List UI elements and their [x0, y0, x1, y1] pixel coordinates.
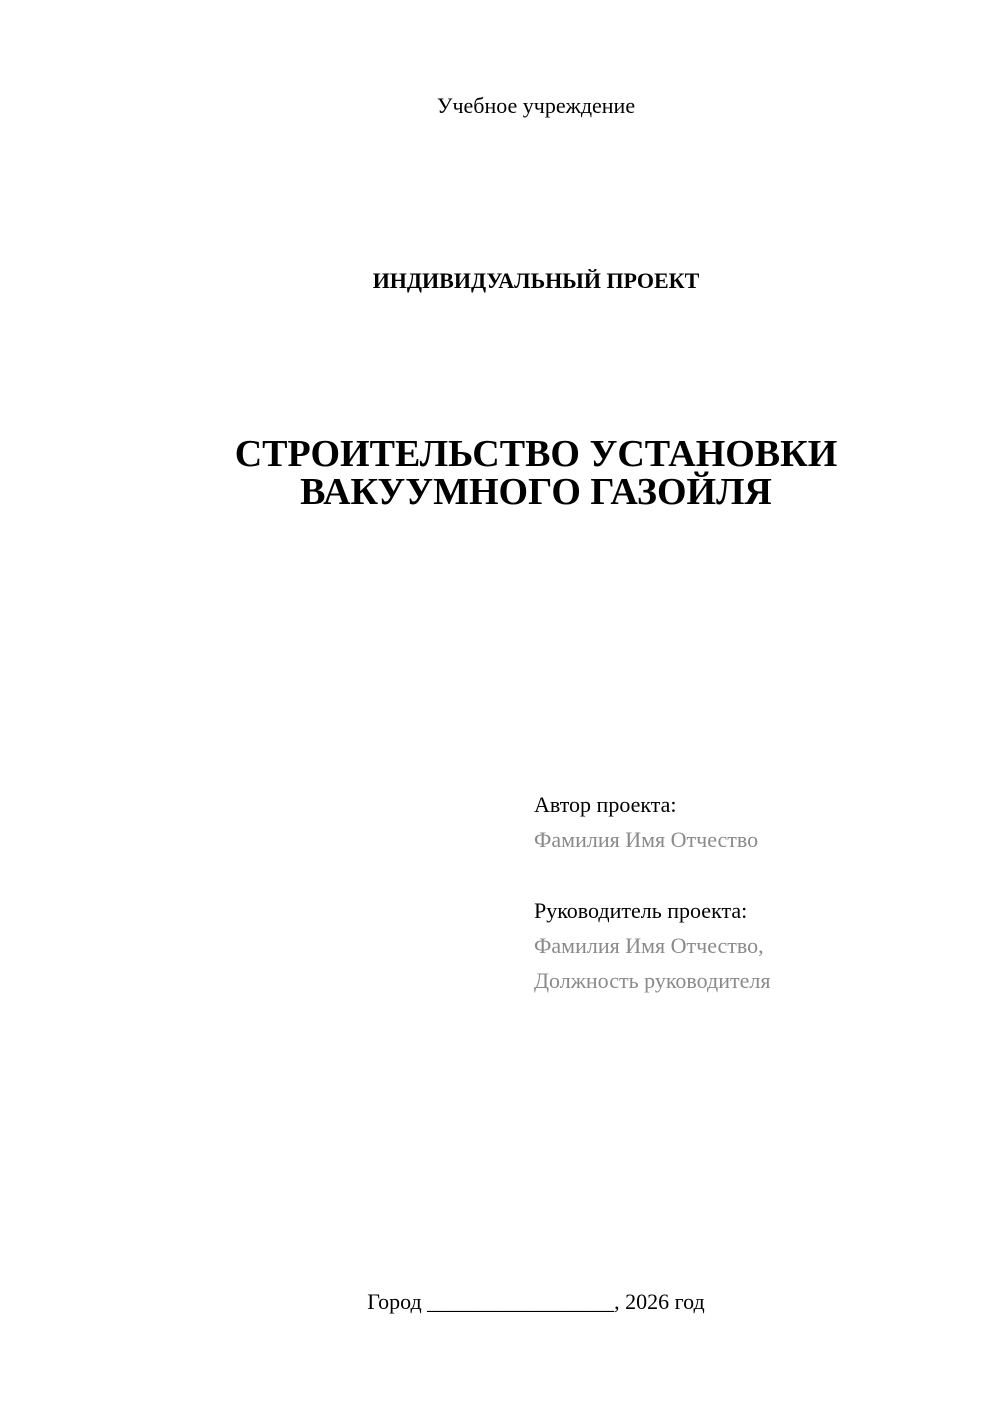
document-type: ИНДИВИДУАЛЬНЫЙ ПРОЕКТ — [372, 268, 700, 293]
author-block — [534, 787, 974, 857]
supervisor-name-placeholder: Фамилия Имя Отчество, — [534, 933, 764, 958]
supervisor-block — [534, 893, 974, 998]
author-name-placeholder: Фамилия Имя Отчество — [534, 827, 759, 852]
author-label: Автор проекта: — [534, 792, 677, 817]
city-year-line: Город _________________, 2026 год — [367, 1289, 705, 1314]
project-title-line-1: СТРОИТЕЛЬСТВО УСТАНОВКИ — [234, 433, 838, 475]
project-title-line-2: ВАКУУМНОГО ГАЗОЙЛЯ — [300, 471, 772, 513]
project-title — [0, 435, 1000, 511]
supervisor-label: Руководитель проекта: — [534, 898, 748, 923]
institution-name: Учебное учреждение — [436, 93, 636, 118]
supervisor-position-placeholder: Должность руководителя — [534, 968, 771, 993]
